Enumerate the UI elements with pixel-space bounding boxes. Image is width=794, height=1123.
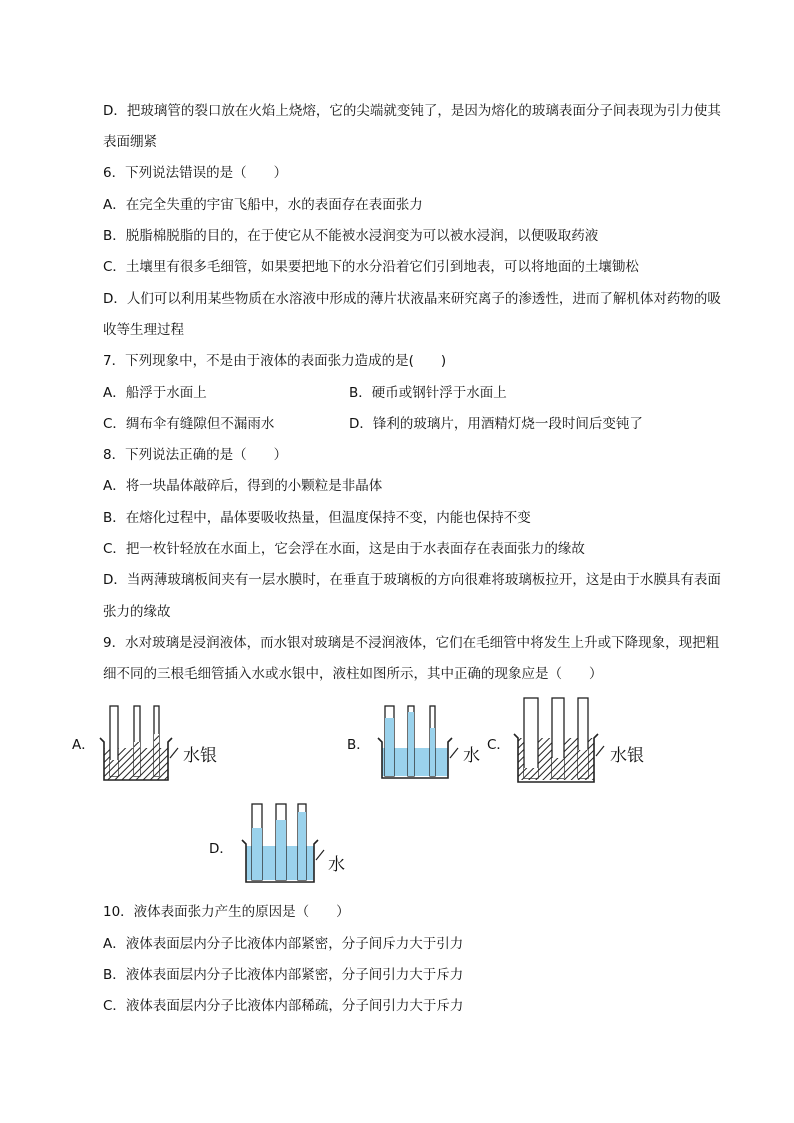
figure-b-diagram xyxy=(368,698,460,788)
figure-d-label: D． xyxy=(209,841,233,857)
q6-option-c: C．土壤里有很多毛细管，如果要把地下的水分沿着它们引到地表，可以将地面的土壤锄松 xyxy=(103,259,639,275)
figure-c-liquid-label: 水银 xyxy=(610,746,644,766)
q10-option-c: C．液体表面层内分子比液体内部稀疏，分子间引力大于斥力 xyxy=(103,998,464,1014)
figure-c-label: C． xyxy=(487,737,510,753)
q10-option-b: B．液体表面层内分子比液体内部紧密，分子间引力大于斥力 xyxy=(103,967,464,983)
question-9-line2: 细不同的三根毛细管插入水或水银中，液柱如图所示，其中正确的现象应是（ ） xyxy=(103,666,603,682)
q7-option-a: A．船浮于水面上 xyxy=(103,385,207,401)
q6-option-b: B．脱脂棉脱脂的目的，在于使它从不能被水浸润变为可以被水浸润，以便吸取药液 xyxy=(103,228,599,244)
q7-option-d: D．锋利的玻璃片，用酒精灯烧一段时间后变钝了 xyxy=(349,416,643,432)
figure-a-diagram xyxy=(90,698,180,788)
q6-option-d-line2: 收等生理过程 xyxy=(103,322,184,338)
q8-option-d-line1: D．当两薄玻璃板间夹有一层水膜时，在垂直于玻璃板的方向很难将玻璃板拉开，这是由于水膜具有表面 xyxy=(103,572,721,588)
q5-option-d-line1: D．把玻璃管的裂口放在火焰上烧熔，它的尖端就变钝了，是因为熔化的玻璃表面分子间表现为引力使其 xyxy=(103,103,721,119)
q10-option-a: A．液体表面层内分子比液体内部紧密，分子间斥力大于引力 xyxy=(103,936,464,952)
question-9-line1: 9．水对玻璃是浸润液体，而水银对玻璃是不浸润液体，它们在毛细管中将发生上升或下降现象，现把粗 xyxy=(103,635,720,651)
question-8: 8．下列说法正确的是（ ） xyxy=(103,447,288,463)
q7-option-c: C．绸布伞有缝隙但不漏雨水 xyxy=(103,416,275,432)
figure-d-liquid-label: 水 xyxy=(328,855,345,875)
q8-option-c: C．把一枚针轻放在水面上，它会浮在水面，这是由于水表面存在表面张力的缘故 xyxy=(103,541,585,557)
question-6: 6．下列说法错误的是（ ） xyxy=(103,165,288,181)
question-7: 7．下列现象中，不是由于液体的表面张力造成的是( ) xyxy=(103,353,447,369)
figure-a-liquid-label: 水银 xyxy=(183,746,217,766)
figure-d-diagram xyxy=(234,800,326,890)
question-10: 10．液体表面张力产生的原因是（ ） xyxy=(103,904,350,920)
figure-a-label: A． xyxy=(72,737,95,753)
q8-option-d-line2: 张力的缘故 xyxy=(103,604,171,620)
q8-option-a: A．将一块晶体敲碎后，得到的小颗粒是非晶体 xyxy=(103,478,383,494)
q6-option-d-line1: D．人们可以利用某些物质在水溶液中形成的薄片状液晶来研究离子的渗透性，进而了解机体对药物的吸 xyxy=(103,291,721,307)
figure-b-liquid-label: 水 xyxy=(463,746,480,766)
q7-option-b: B．硬币或钢针浮于水面上 xyxy=(349,385,507,401)
figure-c-diagram xyxy=(508,694,608,788)
q8-option-b: B．在熔化过程中，晶体要吸收热量，但温度保持不变，内能也保持不变 xyxy=(103,510,531,526)
q5-option-d-line2: 表面绷紧 xyxy=(103,134,157,150)
q6-option-a: A．在完全失重的宇宙飞船中，水的表面存在表面张力 xyxy=(103,197,423,213)
figure-b-label: B． xyxy=(347,737,370,753)
